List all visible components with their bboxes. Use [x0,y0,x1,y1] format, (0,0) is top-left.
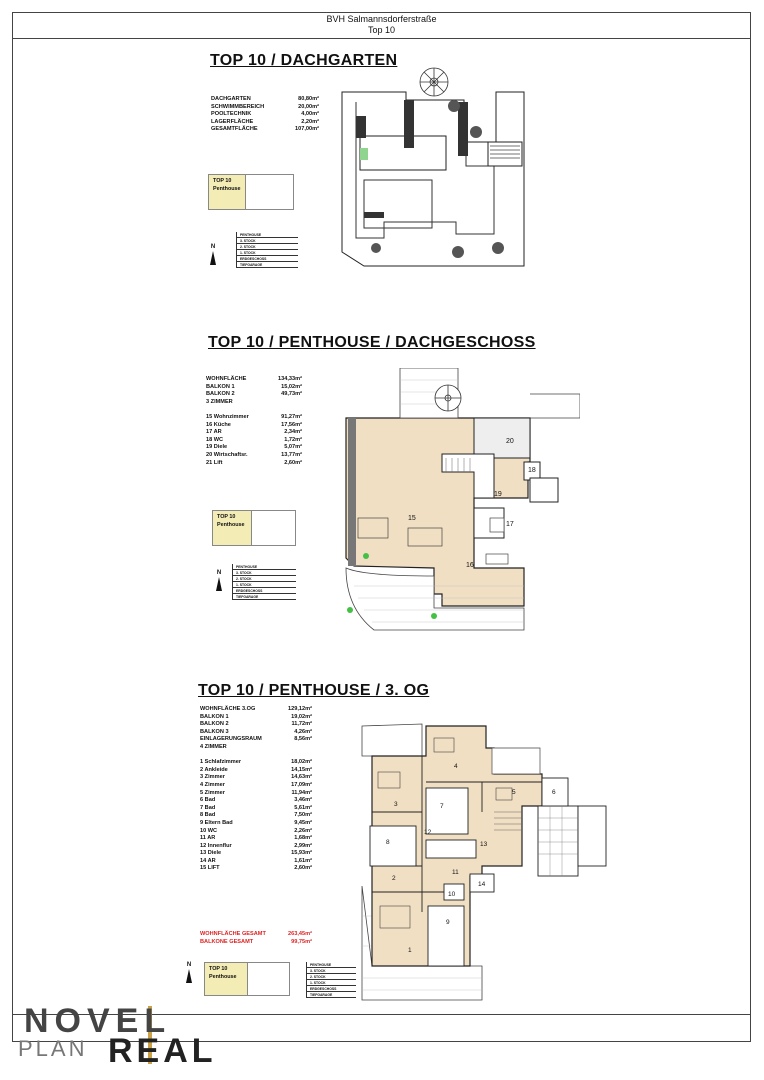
floor-label: PENTHOUSE [232,564,296,570]
area-row-value: 49,73m² [281,391,302,398]
room-label-2: 2 [392,875,396,882]
area-row [200,820,312,828]
area-row [206,452,302,460]
area-row-value: 17,56m² [281,421,302,428]
floor-label: PENTHOUSE [306,962,356,968]
floor-label: 3. STOCK [236,238,298,244]
floor-label: TIEFGARAGE [236,262,298,268]
north-arrow [216,570,222,591]
area-row [200,931,312,939]
key-line1: TOP 10 [217,514,236,520]
north-arrow [186,962,192,983]
area-row-value: 4,26m² [294,728,312,735]
key-line2: Penthouse [209,974,237,980]
area-row [200,721,312,729]
area-row-value: 1,72m² [284,436,302,443]
area-row-label: 3 ZIMMER [206,398,233,405]
north-arrow [210,244,216,265]
area-row [200,835,312,843]
area-row-value: 107,00m² [295,126,319,133]
area-row-value: 80,80m² [298,96,319,102]
area-row [200,759,312,767]
room-label-10: 10 [448,891,456,898]
area-row-label: BALKONE GESAMT [200,938,254,945]
logo-real: REAL [108,1032,217,1070]
room-label-18: 18 [528,467,536,474]
floor-label: 1. STOCK [306,980,356,986]
floor-label: 2. STOCK [306,974,356,980]
floor-label: ERDGESCHOSS [306,986,356,992]
floor-label: TIEFGARAGE [232,594,296,600]
area-row-value: 1,68m² [294,835,312,842]
area-row [206,414,302,422]
room-label-17: 17 [506,521,514,528]
area-row [206,391,302,399]
area-row-value: 2,20m² [301,118,319,125]
area-row [206,429,302,437]
area-row-label: 1 Schlafzimmer [200,759,242,766]
room-label-12: 12 [424,829,432,836]
room-label-5: 5 [512,789,516,796]
room-label-14: 14 [478,881,486,888]
area-row [200,812,312,820]
company-logo [16,1002,217,1070]
area-row-label: BALKON 2 [200,721,229,728]
area-row-value: 5,61m² [294,804,312,811]
area-row-label: BALKON 2 [206,391,235,398]
area-row-value: 5,07m² [284,444,302,451]
area-row-label [200,752,202,760]
room-label-1: 1 [408,947,412,954]
area-row-label: 10 WC [200,827,218,834]
header-project: BVH Salmannsdorferstraße [326,14,437,24]
room-label-13: 13 [480,841,488,848]
room-label-3: 3 [394,801,398,808]
floorplan-dachgeschoss [334,368,580,638]
area-row-label: 18 WC [206,436,224,443]
unit-key-dachgeschoss [212,510,296,546]
area-row [206,399,302,407]
area-row [200,828,312,836]
area-row-label: 8 Bad [200,812,216,819]
area-row [200,744,312,752]
area-row-label: GESAMTFLÄCHE [211,126,258,133]
floor-label: 1. STOCK [232,582,296,588]
key-line2: Penthouse [213,186,241,192]
room-label-4: 4 [454,763,458,770]
floor-label: 2. STOCK [236,244,298,250]
floor-label: 3. STOCK [306,968,356,974]
room-label-8: 8 [386,839,390,846]
area-row-label: DACHGARTEN [211,96,251,102]
area-row [206,406,302,414]
area-row-value: 8,56m² [294,736,312,743]
area-row-label: BALKON 1 [206,383,235,390]
area-row-value: 9,45m² [294,819,312,826]
area-row-label: EINLAGERUNGSRAUM [200,736,262,743]
room-label-11: 11 [452,869,459,876]
room-label-9: 9 [446,919,450,926]
area-row [200,790,312,798]
area-row-value: 14,63m² [291,774,312,781]
key-line2: Penthouse [217,522,245,528]
room-label-16: 16 [466,562,474,569]
area-row-label: 21 Lift [206,459,223,466]
room-label-6: 6 [552,789,556,796]
floor-stack-dachgeschoss [232,564,296,600]
area-row-value: 134,33m² [278,376,302,382]
area-row-label: 7 Bad [200,804,216,811]
area-row-value: 3,46m² [294,797,312,804]
area-row-label: 15 LIFT [200,865,220,872]
area-row-value: 263,45m² [288,931,312,937]
area-row [200,706,312,714]
area-row-value: 2,60m² [294,865,312,872]
area-row-label: BALKON 1 [200,713,229,720]
area-row-label: 16 Küche [206,421,231,428]
room-label-7: 7 [440,803,444,810]
area-row-value: 19,02m² [291,713,312,720]
floor-stack-dachgarten [236,232,298,268]
floor-stack-3og [306,962,356,998]
area-row [200,736,312,744]
area-row-value: 15,93m² [291,850,312,857]
area-row [200,939,312,947]
area-row-value: 2,60m² [284,459,302,466]
floor-label: 3. STOCK [232,570,296,576]
section-title-3og: TOP 10 / PENTHOUSE / 3. OG [198,682,430,699]
floor-label: TIEFGARAGE [306,992,356,998]
area-row-label: 5 Zimmer [200,789,225,796]
area-row-label: POOLTECHNIK [211,111,252,118]
section-title-dachgeschoss: TOP 10 / PENTHOUSE / DACHGESCHOSS [208,334,536,351]
area-row-label [206,406,208,414]
unit-key-3og [204,962,290,996]
area-row-label: 3 Zimmer [200,774,225,781]
area-row-label: 11 AR [200,835,216,842]
area-row-value: 91,27m² [281,413,302,420]
area-row [211,126,319,134]
floorplan-dachgarten [334,62,548,280]
unit-key-dachgarten [208,174,294,210]
area-row-value: 15,02m² [281,383,302,390]
area-table-3og [200,706,312,873]
area-row-label: 4 Zimmer [200,781,225,788]
area-table-dachgeschoss [206,376,302,467]
area-row-label: 19 Diele [206,444,228,451]
area-row-value: 2,99m² [294,842,312,849]
area-row-label: 13 Diele [200,850,222,857]
floor-label: 1. STOCK [236,250,298,256]
area-row [200,797,312,805]
area-row-value: 99,75m² [291,938,312,945]
area-row-label: 14 AR [200,857,216,864]
area-row-label: 9 Eltern Bad [200,819,233,826]
area-row-value: 129,12m² [288,706,312,712]
area-row-value: 20,00m² [298,103,319,110]
area-row-value: 11,94m² [291,789,312,796]
area-row [206,460,302,468]
north-label: N [186,962,192,968]
area-row-label: BALKON 3 [200,728,229,735]
area-row [200,774,312,782]
area-row-label: 2 Ankleide [200,766,228,773]
area-row-label: 20 Wirtschaftsr. [206,451,248,458]
area-row-label: 12 Innenflur [200,842,232,849]
area-row-value: 17,09m² [291,781,312,788]
area-row-label: 4 ZIMMER [200,743,227,750]
area-row-label: 17 AR [206,429,222,436]
room-label-19: 19 [494,491,502,498]
area-row-label: SCHWIMMBEREICH [211,103,265,110]
area-row-label: WOHNFLÄCHE 3.OG [200,706,256,712]
north-label: N [216,570,222,576]
area-row-label: WOHNFLÄCHE [206,376,247,382]
area-row-label: 6 Bad [200,797,216,804]
area-row-label: LAGERFLÄCHE [211,118,254,125]
area-row-value: 11,72m² [291,721,312,728]
area-row-value: 7,50m² [294,812,312,819]
area-row [211,96,319,104]
key-line1: TOP 10 [209,966,228,972]
floor-label: ERDGESCHOSS [236,256,298,262]
north-label: N [210,244,216,250]
area-row-value: 13,77m² [281,451,302,458]
logo-novel: NOVEL [24,1002,172,1040]
floor-label: PENTHOUSE [236,232,298,238]
area-row-value: 2,34m² [284,429,302,436]
section-title-dachgarten: TOP 10 / DACHGARTEN [210,52,398,69]
key-line1: TOP 10 [213,178,232,184]
header-unit: Top 10 [367,25,396,35]
area-row-value: 4,00m² [301,111,319,118]
area-table-dachgarten [211,96,319,134]
area-row [206,444,302,452]
logo-plan: PLAN [18,1036,88,1061]
area-row-value: 18,02m² [291,759,312,766]
floor-label: 2. STOCK [232,576,296,582]
room-label-15: 15 [408,515,416,522]
room-label-20: 20 [506,438,514,445]
floorplan-3og [352,716,628,1006]
area-row-value: 2,26m² [294,827,312,834]
area-row-label: WOHNFLÄCHE GESAMT [200,931,266,937]
area-row-value: 1,61m² [294,857,312,864]
area-row [206,376,302,384]
area-row [200,850,312,858]
area-row [200,782,312,790]
area-row [211,111,319,119]
area-totals-3og [200,931,312,946]
area-row [200,865,312,873]
area-row-label: 15 Wohnzimmer [206,413,249,420]
header-divider [12,38,751,39]
floor-label: ERDGESCHOSS [232,588,296,594]
area-row-value: 14,15m² [291,766,312,773]
